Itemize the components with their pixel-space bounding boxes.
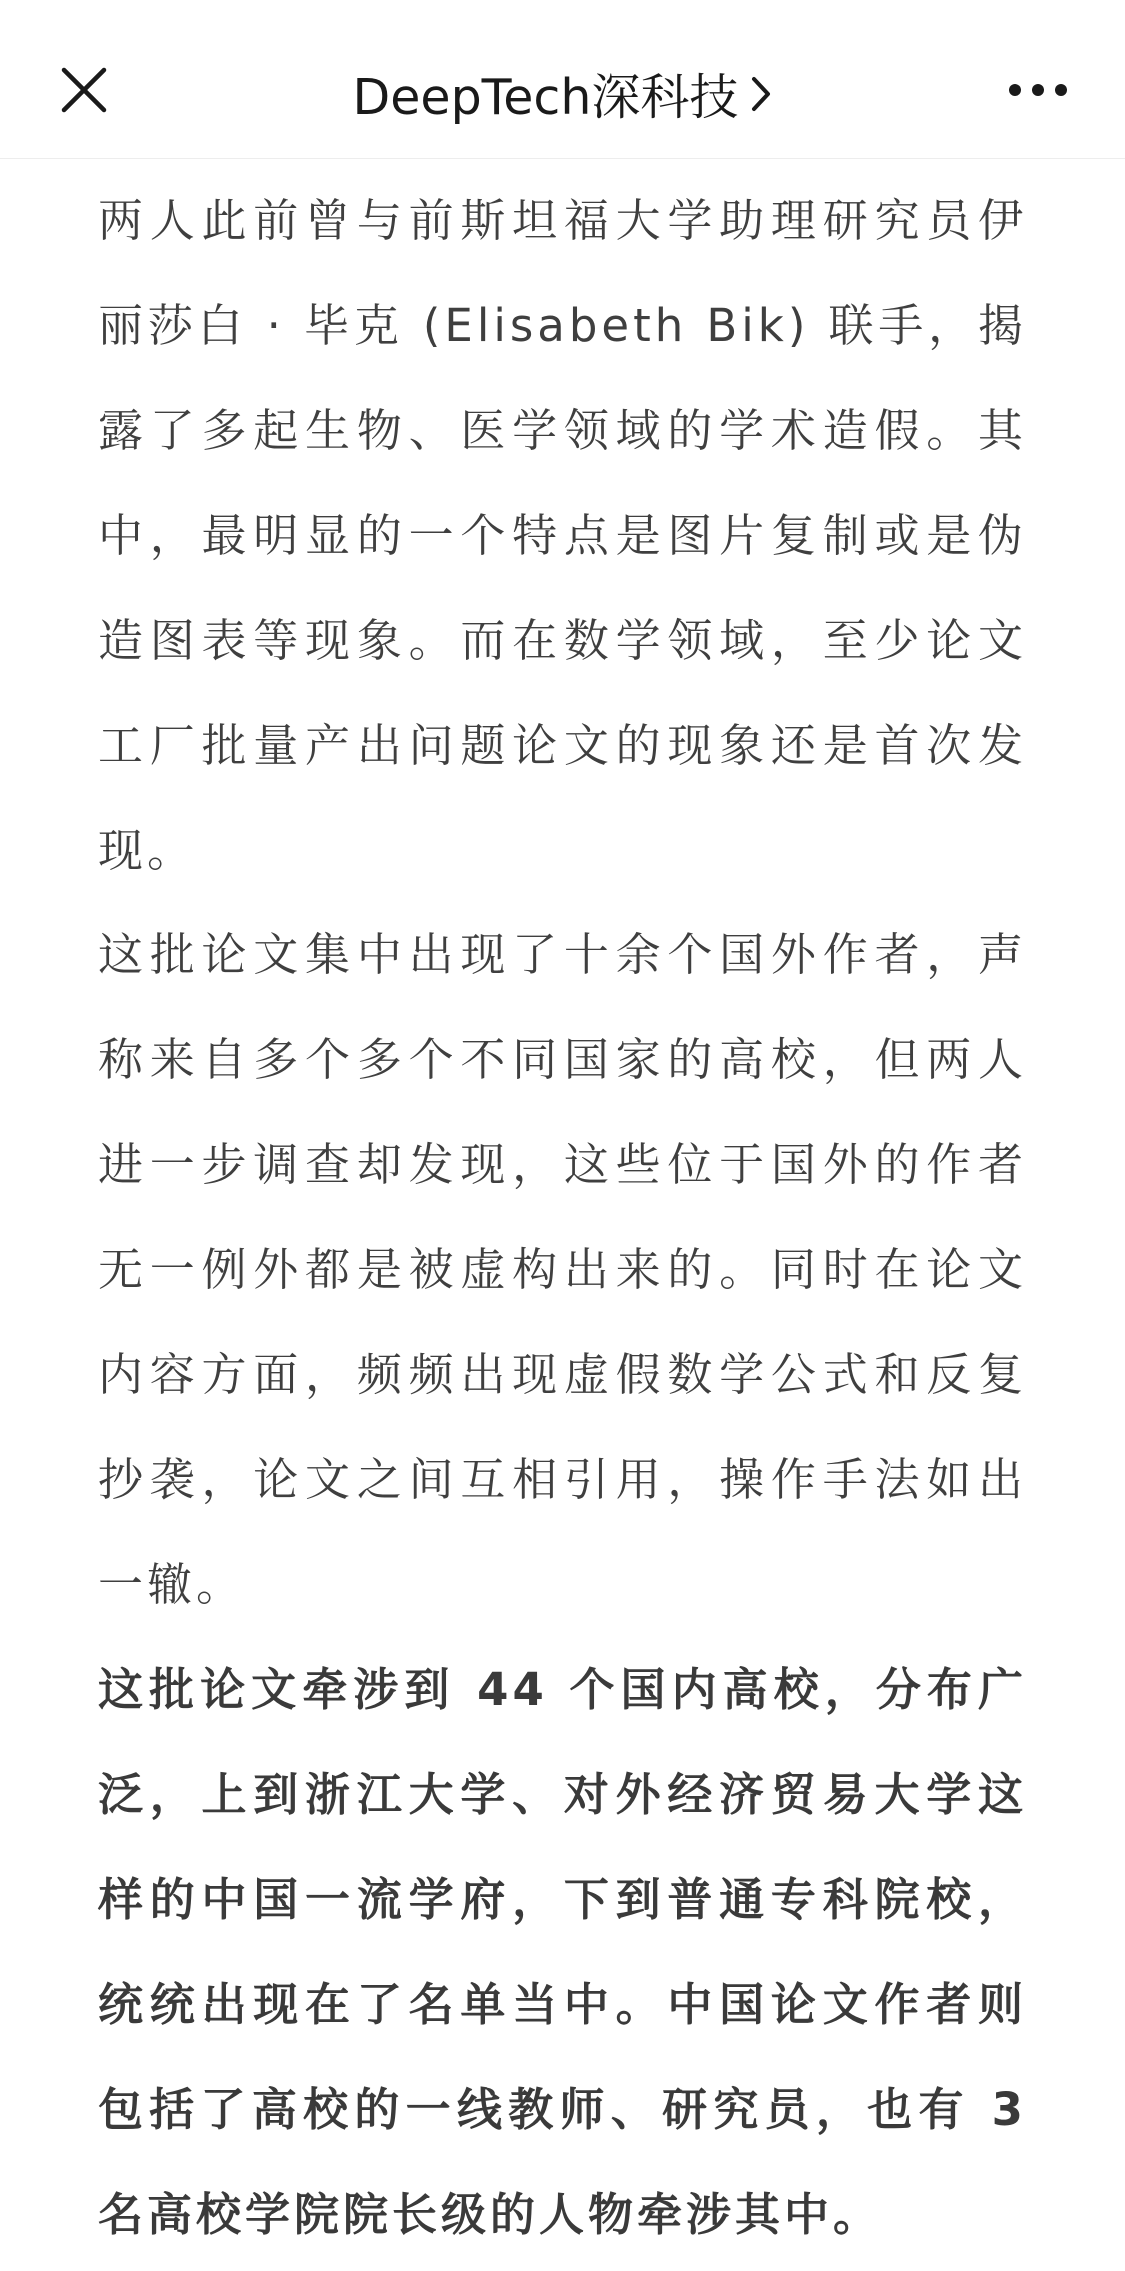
article-paragraph: 这批论文集中出现了十余个国外作者，声称来自多个多个不同国家的高校，但两人进一步调查却发现，这些位于国外的作者无一例外都是被虚构出来的。同时在论文内容方面，频频出现虚假数学公式和反复抄袭，论文之间互相引用，操作手法如出一辙。 [98, 928, 1027, 1611]
article-paragraph-bold: 这批论文牵涉到 44 个国内高校，分布广泛，上到浙江大学、对外经济贸易大学这样的中国一流学府，下到普通专科院校，统统出现在了名单当中。中国论文作者则包括了高校的一线教师、研究员，也有 3 名高校学院院长级的人物牵涉其中。 [98, 1663, 1027, 2241]
title-area [0, 58, 1125, 130]
more-options-button[interactable] [1003, 60, 1073, 120]
article-paragraph-2-block [98, 902, 1027, 1637]
article-paragraph-3-block [98, 1637, 1027, 2267]
account-title-link[interactable] [353, 59, 773, 129]
article-paragraph: 两人此前曾与前斯坦福大学助理研究员伊丽莎白 · 毕克 (Elisabeth Bik) 联手，揭露了多起生物、医学领域的学术造假。其中，最明显的一个特点是图片复制或是伪造图表等现象。而在数学领域，至少论文工厂批量产出问题论文的现象还是首次发现。 [98, 194, 1027, 877]
top-navigation-bar [0, 0, 1125, 159]
account-title: DeepTech深科技 [352, 69, 739, 126]
more-dots-icon [1008, 83, 1068, 97]
chevron-right-icon [750, 75, 772, 113]
article-paragraph-1-block [98, 168, 1027, 903]
